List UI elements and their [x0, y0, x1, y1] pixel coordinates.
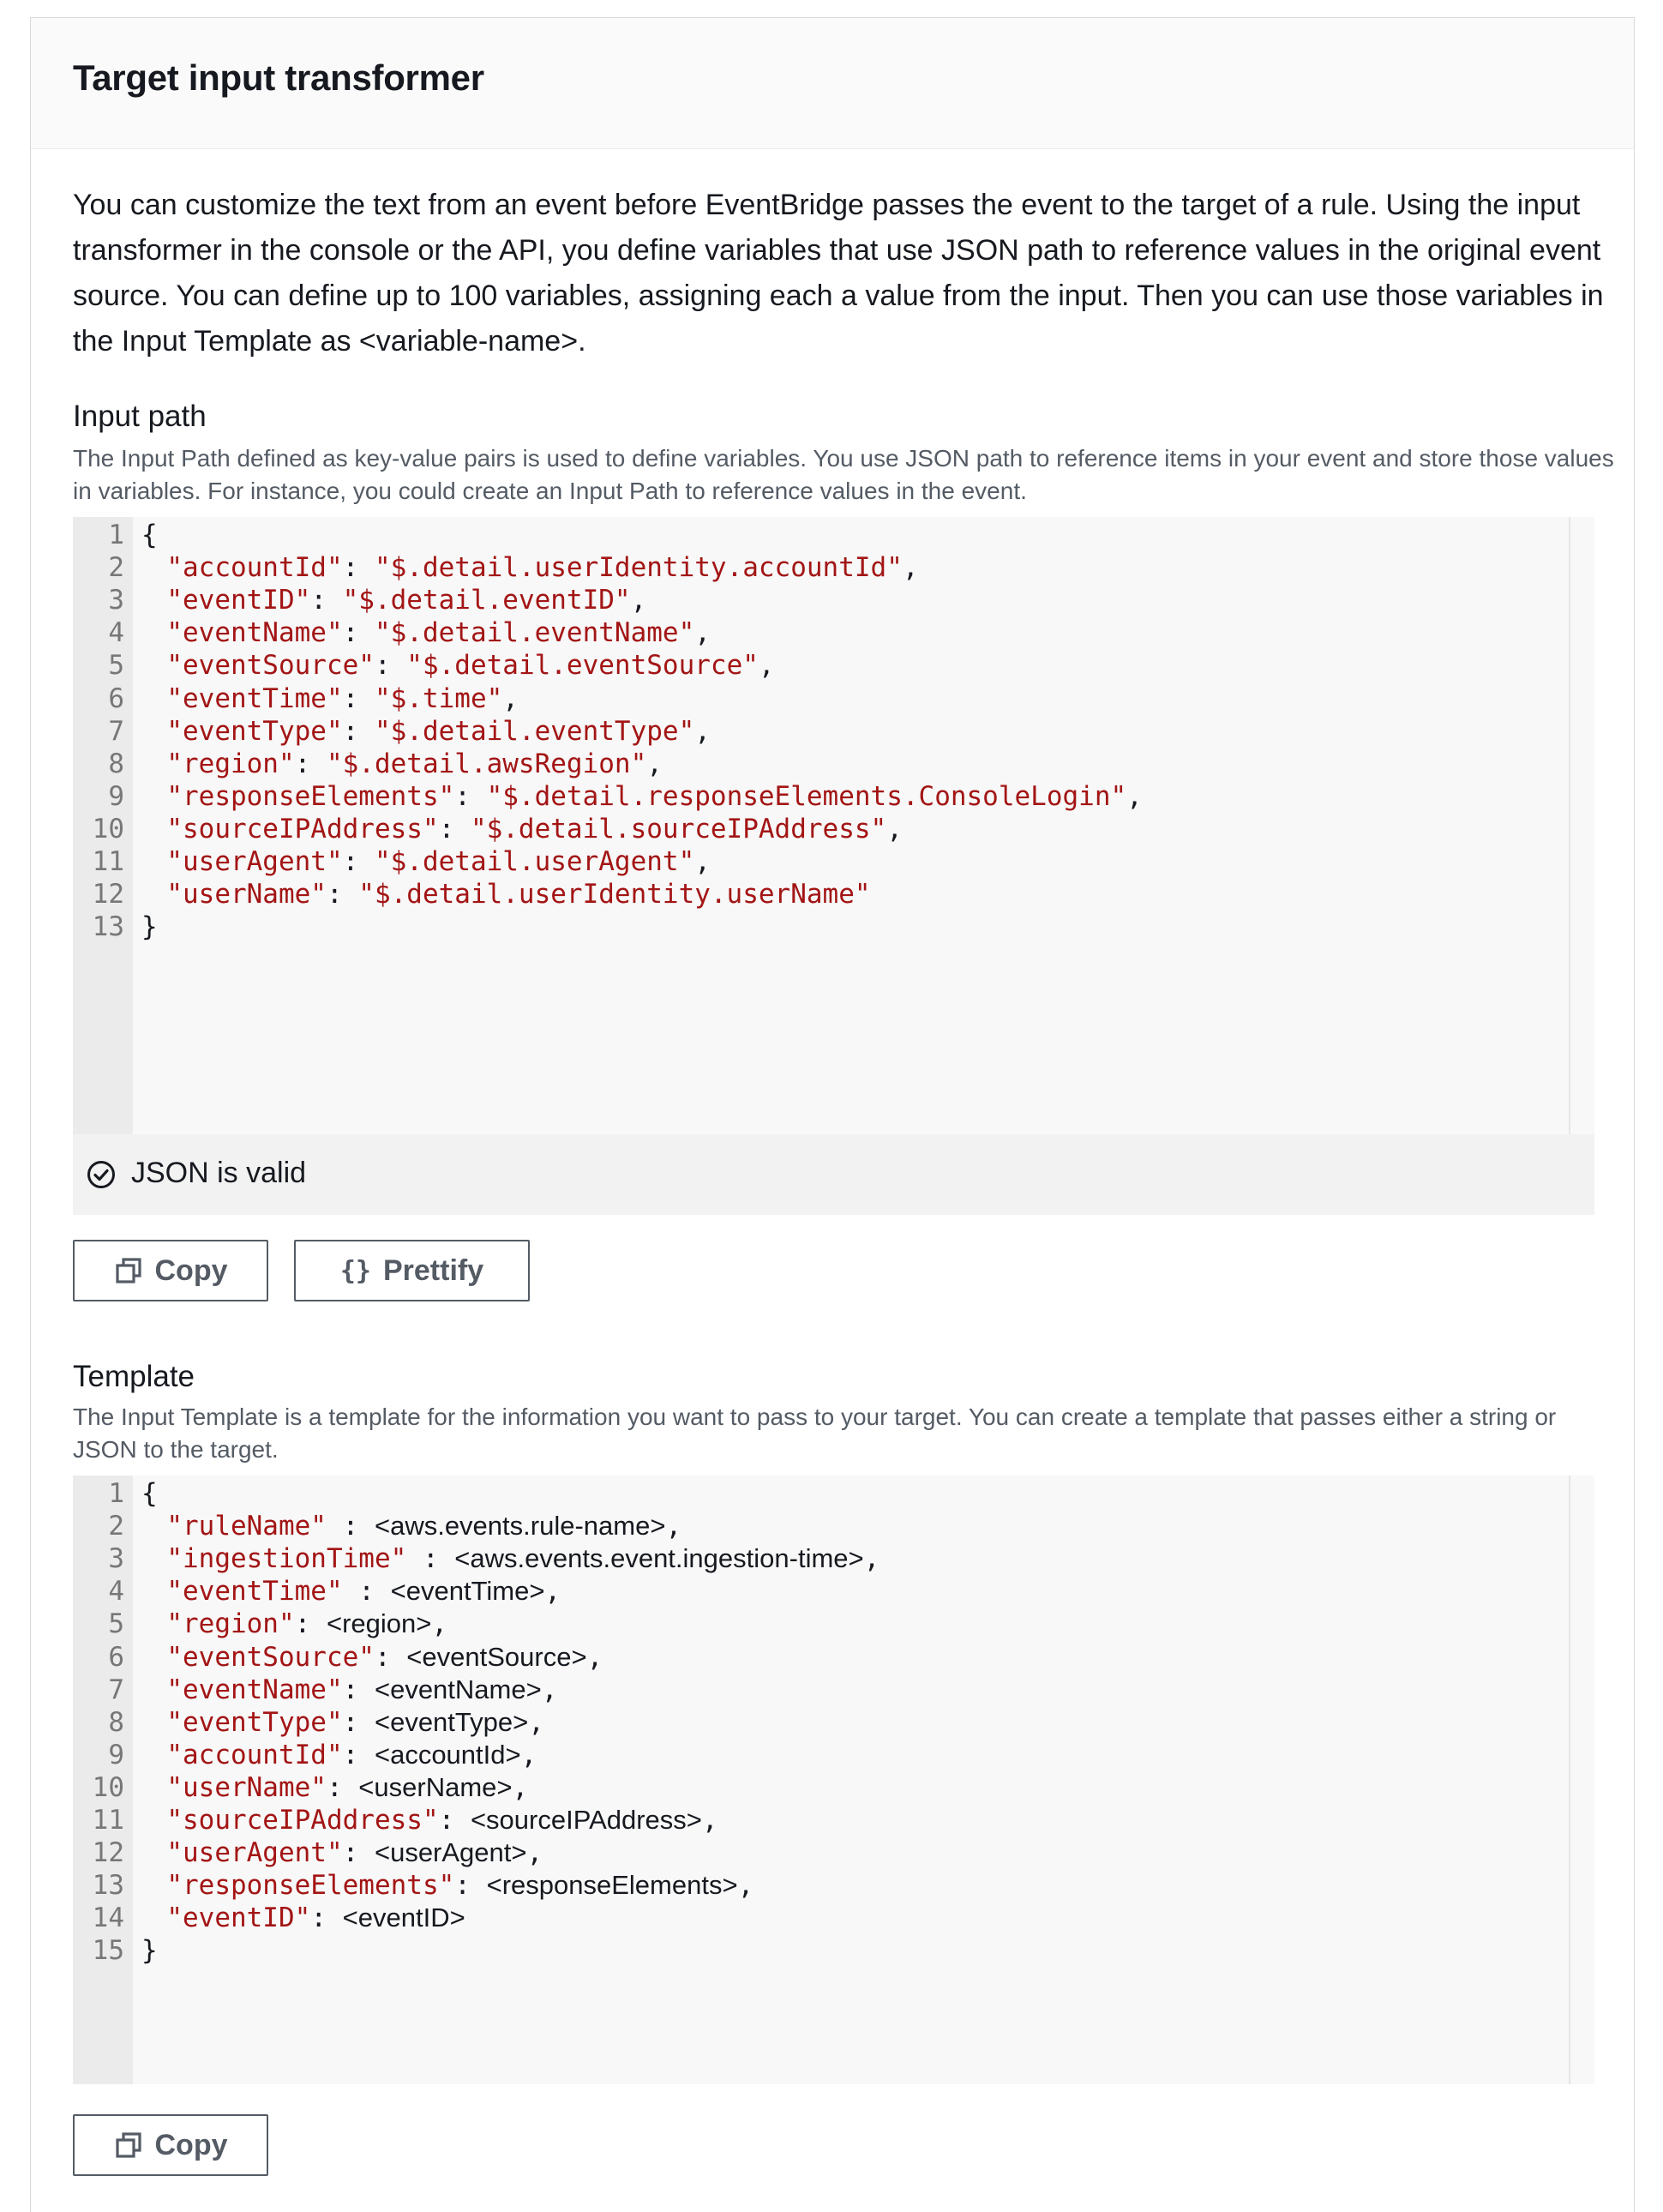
line-number: 6 — [108, 682, 124, 714]
template-description: The Input Template is a template for the information you want to pass to your target. You can create a template that passes either a string or JSON to the target. — [73, 1404, 1557, 1463]
json-value: <eventID> — [342, 1902, 465, 1933]
json-key: "eventSource" — [166, 1641, 375, 1673]
line-number: 1 — [108, 520, 124, 550]
json-value: <eventTime> — [390, 1576, 545, 1607]
json-value: "$.detail.eventName" — [374, 617, 695, 649]
json-key: "ruleName" — [166, 1511, 327, 1542]
line-number: 12 — [92, 879, 124, 911]
input-path-description: The Input Path defined as key-value pairs is used to define variables. You use JSON path to reference items in your event and store those values in variables. For instance, you could create an Input Path to reference values in the event. — [73, 445, 1614, 504]
json-value: <sourceIPAddress> — [470, 1805, 702, 1835]
json-value: "$.detail.awsRegion" — [326, 748, 647, 779]
line-number: 9 — [108, 780, 124, 812]
validation-status-text: JSON is valid — [131, 1157, 307, 1189]
code-text: "userName": <userName>, — [166, 1771, 529, 1803]
code-text: "accountId": "$.detail.userIdentity.accountId", — [166, 552, 919, 584]
json-value: "$.detail.userIdentity.accountId" — [374, 552, 903, 584]
line-number: 14 — [92, 1902, 124, 1934]
code-text: { — [141, 520, 158, 550]
code-text: "userName": "$.detail.userIdentity.userName" — [166, 879, 871, 911]
line-number: 7 — [108, 1674, 124, 1705]
line-number: 12 — [92, 1837, 124, 1869]
json-key: "userName" — [166, 1771, 327, 1803]
json-key: "eventType" — [166, 1706, 343, 1738]
json-value: "$.detail.eventType" — [374, 715, 695, 747]
line-number: 6 — [108, 1641, 124, 1673]
code-text: } — [141, 911, 158, 943]
json-value: <eventType> — [374, 1706, 529, 1737]
line-number: 11 — [92, 1805, 124, 1836]
json-value: <aws.events.rule-name> — [374, 1511, 666, 1542]
code-text: "eventType": <eventType>, — [166, 1706, 544, 1738]
json-value: <aws.events.event.ingestion-time> — [454, 1543, 864, 1574]
json-value: <eventName> — [374, 1674, 542, 1704]
json-value: <eventSource> — [406, 1641, 587, 1672]
json-key: "eventID" — [166, 1902, 311, 1934]
line-number: 5 — [108, 650, 124, 682]
template-editor[interactable] — [73, 1476, 1594, 2084]
json-value: <responseElements> — [486, 1870, 738, 1901]
copy-icon — [114, 1256, 143, 1285]
line-number: 13 — [92, 1870, 124, 1902]
json-key: "responseElements" — [166, 1870, 455, 1902]
panel-title: Target input transformer — [73, 57, 484, 98]
json-key: "sourceIPAddress" — [166, 813, 439, 845]
json-key: "sourceIPAddress" — [166, 1805, 439, 1836]
code-text: "ingestionTime" : <aws.events.event.ingestion-time>, — [166, 1543, 880, 1575]
editor-scrollbar[interactable] — [1569, 517, 1594, 1134]
json-value: "$.detail.eventSource" — [406, 650, 759, 682]
code-text: "eventID": <eventID> — [166, 1902, 465, 1934]
json-value: "$.time" — [374, 682, 503, 714]
input-path-editor[interactable] — [73, 517, 1594, 1134]
json-key: "eventType" — [166, 715, 343, 747]
line-number: 2 — [108, 1511, 124, 1542]
line-number: 11 — [92, 846, 124, 877]
code-text: "eventSource": "$.detail.eventSource", — [166, 650, 775, 682]
code-text: "region": "$.detail.awsRegion", — [166, 748, 663, 779]
line-number: 3 — [108, 585, 124, 616]
line-number: 10 — [92, 813, 124, 845]
check-circle-icon — [87, 1160, 116, 1189]
code-text: "eventTime" : <eventTime>, — [166, 1576, 561, 1608]
json-key: "userAgent" — [166, 1837, 343, 1869]
line-number: 2 — [108, 552, 124, 584]
json-key: "ingestionTime" — [166, 1543, 407, 1575]
code-text: { — [141, 1478, 158, 1509]
line-number: 4 — [108, 1576, 124, 1608]
json-key: "region" — [166, 1608, 295, 1640]
code-text: "eventTime": "$.time", — [166, 682, 519, 714]
json-key: "eventSource" — [166, 650, 375, 682]
code-text: "eventSource": <eventSource>, — [166, 1641, 603, 1673]
line-number: 15 — [92, 1935, 124, 1967]
code-text: "accountId": <accountId>, — [166, 1739, 537, 1770]
input-path-label: Input path — [73, 400, 207, 433]
template-label: Template — [73, 1360, 195, 1393]
editor-scrollbar[interactable] — [1569, 1476, 1594, 2084]
line-number: 3 — [108, 1543, 124, 1575]
json-key: "region" — [166, 748, 295, 779]
json-key: "eventID" — [166, 585, 311, 616]
code-text: "sourceIPAddress": "$.detail.sourceIPAddress", — [166, 813, 903, 845]
line-number: 7 — [108, 715, 124, 747]
code-text: "region": <region>, — [166, 1608, 448, 1640]
code-text: "eventType": "$.detail.eventType", — [166, 715, 711, 747]
code-text: "responseElements": "$.detail.responseElements.ConsoleLogin", — [166, 780, 1143, 812]
line-number: 8 — [108, 748, 124, 779]
json-key: "eventName" — [166, 1674, 343, 1705]
code-text: "sourceIPAddress": <sourceIPAddress>, — [166, 1805, 718, 1836]
json-key: "eventTime" — [166, 682, 343, 714]
line-number: 9 — [108, 1739, 124, 1770]
copy-icon — [114, 2131, 143, 2160]
json-value: <accountId> — [374, 1739, 521, 1770]
panel-header — [31, 18, 1634, 149]
intro-text: You can customize the text from an event before EventBridge passes the event to the target of a rule. Using the input transformer in the console or the API, you define variables that use JSON path to reference values in the original event source. You can define up to 100 variables, assigning each a value from the input. Then you can use those variables in the Input Template as <variable-name>. — [73, 189, 1604, 358]
json-value: <userAgent> — [374, 1837, 527, 1868]
json-value: "$.detail.userAgent" — [374, 846, 695, 877]
line-number: 8 — [108, 1706, 124, 1738]
line-number: 5 — [108, 1608, 124, 1640]
json-value: "$.detail.userIdentity.userName" — [358, 879, 871, 911]
code-text: "responseElements": <responseElements>, — [166, 1870, 754, 1902]
json-value: "$.detail.eventID" — [342, 585, 631, 616]
prettify-button[interactable] — [294, 1240, 530, 1301]
code-text: "userAgent": "$.detail.userAgent", — [166, 846, 711, 877]
line-number: 10 — [92, 1771, 124, 1803]
json-key: "eventTime" — [166, 1576, 343, 1608]
line-number: 13 — [92, 911, 124, 943]
code-text: "ruleName" : <aws.events.rule-name>, — [166, 1511, 682, 1542]
code-text: "eventID": "$.detail.eventID", — [166, 585, 647, 616]
json-value: <region> — [326, 1608, 432, 1639]
prettify-button-label: Prettify — [382, 1253, 484, 1287]
code-text: "userAgent": <userAgent>, — [166, 1837, 543, 1869]
validation-status-bar — [73, 1134, 1594, 1215]
code-text: } — [141, 1935, 158, 1967]
json-key: "userAgent" — [166, 846, 343, 877]
json-value: <userName> — [358, 1771, 513, 1802]
json-key: "accountId" — [166, 1739, 343, 1770]
json-value: "$.detail.sourceIPAddress" — [470, 813, 887, 845]
line-number: 4 — [108, 617, 124, 649]
json-key: "userName" — [166, 879, 327, 911]
template-copy-button[interactable] — [73, 2114, 268, 2176]
json-key: "eventName" — [166, 617, 343, 649]
json-key: "responseElements" — [166, 780, 455, 812]
code-text: "eventName": <eventName>, — [166, 1674, 558, 1705]
input-transformer-panel — [30, 17, 1635, 2212]
code-text: "eventName": "$.detail.eventName", — [166, 617, 711, 649]
line-number: 1 — [108, 1478, 124, 1509]
copy-button-label: Copy — [154, 2128, 228, 2161]
copy-button-label: Copy — [154, 1253, 228, 1287]
json-key: "accountId" — [166, 552, 343, 584]
braces-icon: {} — [339, 1255, 371, 1286]
json-value: "$.detail.responseElements.ConsoleLogin" — [486, 780, 1127, 812]
input-path-copy-button[interactable] — [73, 1240, 268, 1301]
